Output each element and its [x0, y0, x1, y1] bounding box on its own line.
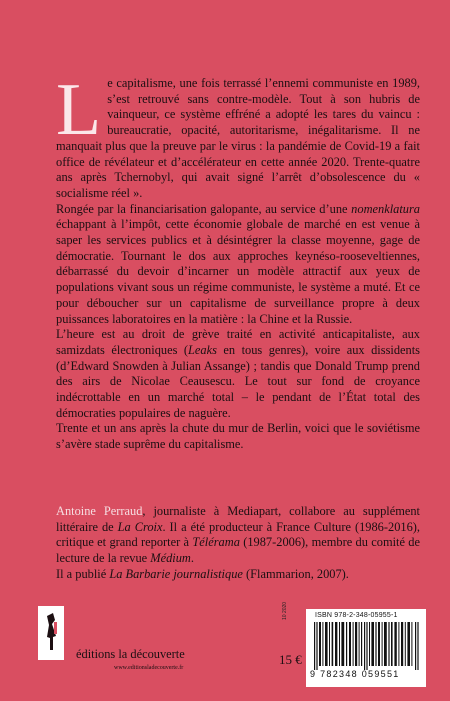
drop-cap-letter: L [56, 69, 102, 151]
isbn-barcode [306, 609, 426, 687]
price-label: 15 € [279, 652, 302, 667]
barcode-bars-icon [314, 622, 420, 670]
blurb-paragraph-4: Trente et un ans après la chute du mur de Berlin, voici que le soviétisme s’avère stade suprême du capitalisme. [56, 421, 420, 452]
barcode-digits: 9 782348 059551 [310, 669, 400, 679]
blurb-paragraph-2: Rongée par la financiarisation galopante, au service d’une nomenklatura échappant à l’impôt, cette économie globale de marché en est venue à saper les services publics et à désintégrer la classe moyenne, gage de démocratie. Tournant le dos aux approches keynéso-rooseveltiennes, débarrassé du devoir d’incarner un modèle attractif aux yeux de populations vivant sous un régime communiste, le système a muté. Et ce pour déboucher sur un capitalisme de surveillance propre à deux puissances laboratoires en la matière : la Chine et la Russie. [56, 201, 420, 326]
publisher-name: éditions la découverte [76, 647, 185, 661]
publisher-website: www.editionsladecouverte.fr [114, 665, 184, 671]
back-cover-blurb [56, 69, 420, 453]
blurb-paragraph-1: e capitalisme, une fois terrassé l’ennemi communiste en 1989, s’est retrouvé sans contre-modèle. Tout à son hubris de vainqueur, ce système effréné a adopté les tares du vaincu : bureaucratie, opacité, autoritarisme, inégalitarisme. Il ne manquait plus que la preuve par le virus : la pandémie de Covid-19 a fait office de révélateur et d’accélérateur en cette année 2020. Trente-quatre ans après Tchernobyl, qui avait signé l’arrêt d’obsolescence du « socialisme réel ». [56, 76, 420, 200]
print-date-code: 10 2020 [282, 601, 288, 620]
author-bio-paragraph: Antoine Perraud, journaliste à Mediapart, collabore au supplément littéraire de La Croix. Il a été producteur à France Culture (1986-2016), critique et grand reporter à Télérama (1987-2006), membre du comité de lecture de la revue Médium. [56, 504, 421, 566]
author-bio [56, 504, 420, 583]
blurb-paragraph-3: L’heure est au droit de grève traité en activité anticapitaliste, aux samizdats électroniques (Leaks en tous genres), voire aux dissidents (d’Edward Snowden à Julian Assange) ; tandis que Donald Trump prend des airs de Nicolae Ceausescu. Le tout sur fond de croyance indécrottable en un marché total – le pendant de l’État total des démocraties populaires de naguère. [56, 327, 420, 420]
author-name: Antoine Perraud [56, 504, 143, 518]
author-publication-line: Il a publié La Barbarie journalistique (Flammarion, 2007). [56, 566, 349, 581]
publisher-logo-icon [38, 606, 64, 660]
isbn-number: ISBN 978-2-348-05955-1 [315, 612, 398, 619]
